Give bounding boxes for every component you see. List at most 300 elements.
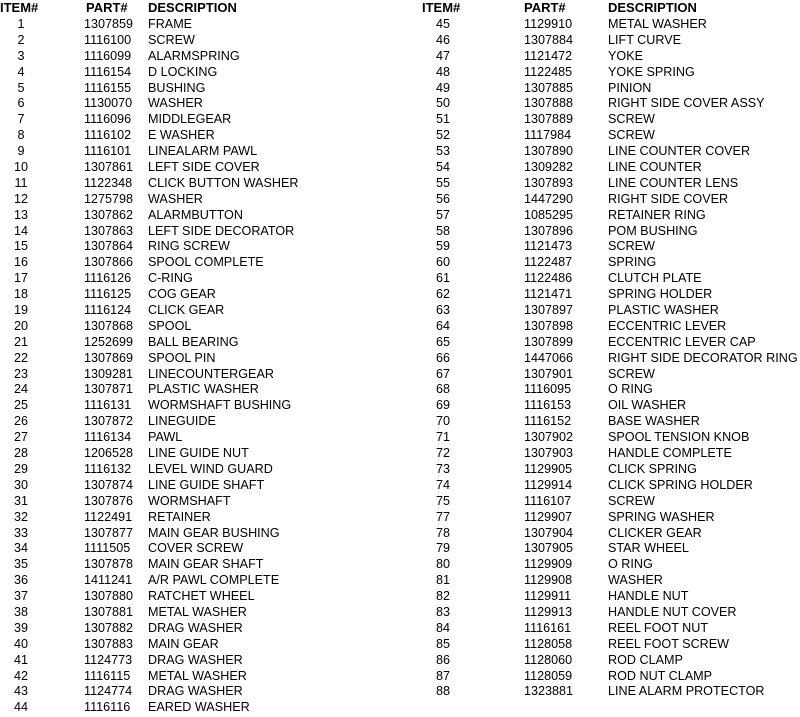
- table-row: [418, 621, 800, 637]
- part-number: 1252699: [84, 334, 134, 349]
- table-row: [418, 33, 800, 49]
- item-number: 54: [435, 160, 450, 175]
- part-number: 1124774: [84, 684, 133, 699]
- table-row: [418, 17, 800, 33]
- table-row: [418, 605, 800, 621]
- part-number: 1116107: [524, 493, 572, 508]
- table-row: [418, 684, 800, 700]
- item-number: 15: [13, 239, 28, 254]
- item-number: 11: [14, 175, 28, 190]
- part-description: PAWL: [148, 430, 183, 445]
- item-number: 86: [435, 652, 450, 667]
- item-number: 64: [435, 318, 450, 333]
- part-description: LINE GUIDE NUT: [148, 446, 249, 461]
- part-description: SCREW: [608, 128, 655, 143]
- item-number: 12: [13, 191, 28, 206]
- item-number: 8: [17, 128, 25, 143]
- part-description: LIFT CURVE: [608, 32, 682, 47]
- table-row: [0, 510, 400, 526]
- table-row: [0, 430, 400, 446]
- part-description: CLICK SPRING HOLDER: [608, 477, 753, 492]
- part-number: 1116115: [84, 668, 131, 683]
- part-description: BUSHING: [148, 80, 206, 95]
- table-row: [0, 208, 400, 224]
- table-row: [0, 81, 400, 97]
- item-number: 62: [435, 287, 450, 302]
- item-number: 44: [13, 700, 28, 715]
- part-number: 1117984: [524, 128, 572, 143]
- table-row: [0, 271, 400, 287]
- part-description: COVER SCREW: [148, 541, 244, 556]
- item-number: 77: [435, 509, 450, 524]
- part-number: 1128058: [524, 636, 573, 651]
- table-row: [418, 208, 800, 224]
- item-number: 14: [13, 223, 28, 238]
- part-description: D LOCKING: [148, 64, 218, 79]
- part-number: 1307869: [84, 350, 134, 365]
- part-number: 1307898: [524, 318, 574, 333]
- part-description: REEL FOOT SCREW: [608, 636, 730, 651]
- header-item: ITEM#: [0, 0, 39, 15]
- item-number: 49: [435, 80, 450, 95]
- table-row: [0, 589, 400, 605]
- part-number: 1307874: [84, 477, 134, 492]
- part-number: 1275798: [84, 191, 134, 206]
- part-description: SPRING HOLDER: [608, 287, 713, 302]
- item-number: 80: [435, 557, 450, 572]
- table-row: [0, 605, 400, 621]
- part-description: MAIN GEAR BUSHING: [148, 525, 280, 540]
- part-description: WASHER: [608, 573, 663, 588]
- item-number: 71: [435, 430, 450, 445]
- part-description: LINE COUNTER: [608, 160, 702, 175]
- part-description: DRAG WASHER: [148, 620, 243, 635]
- part-description: LINE COUNTER COVER: [608, 144, 751, 159]
- item-number: 82: [435, 589, 450, 604]
- part-number: 1307864: [84, 239, 134, 254]
- item-number: 67: [435, 366, 450, 381]
- item-number: 32: [13, 509, 28, 524]
- part-description: DRAG WASHER: [148, 652, 243, 667]
- part-description: WASHER: [148, 96, 203, 111]
- part-description: LINECOUNTERGEAR: [148, 366, 274, 381]
- item-number: 13: [13, 207, 28, 222]
- part-number: 1307905: [524, 541, 574, 556]
- item-number: 42: [13, 668, 28, 683]
- item-number: 69: [435, 398, 450, 413]
- part-description: POM BUSHING: [608, 223, 698, 238]
- part-description: PINION: [608, 80, 652, 95]
- item-number: 57: [435, 207, 450, 222]
- item-number: 25: [13, 398, 28, 413]
- item-number: 33: [13, 525, 28, 540]
- item-number: 31: [13, 493, 28, 508]
- part-number: 1111505: [84, 541, 131, 556]
- table-row: [0, 367, 400, 383]
- part-number: 1116124: [84, 303, 132, 318]
- part-description: METAL WASHER: [608, 17, 707, 31]
- item-number: 60: [435, 255, 450, 270]
- part-description: REEL FOOT NUT: [608, 620, 709, 635]
- part-description: SPRING WASHER: [608, 509, 715, 524]
- table-row: [0, 541, 400, 557]
- item-number: 4: [17, 64, 25, 79]
- item-number: 63: [435, 303, 450, 318]
- part-number: 1129907: [524, 509, 573, 524]
- item-number: 68: [435, 382, 450, 397]
- part-number: 1447066: [524, 350, 574, 365]
- part-description: YOKE: [608, 48, 643, 63]
- part-number: 1307876: [84, 493, 134, 508]
- part-description: PLASTIC WASHER: [148, 382, 259, 397]
- table-row: [0, 653, 400, 669]
- item-number: 83: [435, 604, 450, 619]
- part-number: 1307877: [84, 525, 134, 540]
- part-description: CLICK BUTTON WASHER: [148, 175, 299, 190]
- part-number: 1307880: [84, 589, 134, 604]
- part-number: 1116154: [84, 64, 132, 79]
- item-number: 88: [435, 684, 450, 699]
- part-number: 1122348: [84, 175, 133, 190]
- table-row: [0, 382, 400, 398]
- item-number: 2: [17, 32, 25, 47]
- part-number: 1129908: [524, 573, 573, 588]
- table-row: [0, 239, 400, 255]
- part-number: 1130070: [84, 96, 133, 111]
- table-row: [418, 367, 800, 383]
- part-description: LEFT SIDE DECORATOR: [148, 223, 295, 238]
- item-number: 52: [435, 128, 450, 143]
- table-row: [0, 17, 400, 33]
- item-number: 9: [17, 144, 25, 159]
- table-row: [418, 478, 800, 494]
- part-number: 1116134: [84, 430, 132, 445]
- part-description: EARED WASHER: [148, 700, 250, 715]
- part-number: 1122485: [524, 64, 573, 79]
- part-number: 1307884: [524, 32, 574, 47]
- part-number: 1121472: [524, 48, 573, 63]
- table-row: [418, 382, 800, 398]
- part-description: LINE ALARM PROTECTOR: [608, 684, 765, 699]
- part-description: ALARMSPRING: [148, 48, 240, 63]
- part-number: 1116125: [84, 287, 132, 302]
- item-number: 5: [17, 80, 25, 95]
- item-number: 37: [13, 589, 28, 604]
- item-number: 46: [435, 32, 450, 47]
- table-row: [0, 287, 400, 303]
- part-number: 1085295: [524, 207, 574, 222]
- item-number: 7: [17, 112, 25, 127]
- item-number: 16: [13, 255, 28, 270]
- table-row: [0, 414, 400, 430]
- part-number: 1307890: [524, 144, 574, 159]
- item-number: 24: [13, 382, 28, 397]
- part-number: 1307872: [84, 414, 134, 429]
- part-description: LINEGUIDE: [148, 414, 216, 429]
- table-row: [0, 319, 400, 335]
- table-row: [0, 112, 400, 128]
- table-row: [0, 128, 400, 144]
- part-description: FRAME: [148, 17, 193, 31]
- part-description: ROD NUT CLAMP: [608, 668, 713, 683]
- part-description: HANDLE NUT COVER: [608, 604, 737, 619]
- part-description: RETAINER: [148, 509, 211, 524]
- header-part: PART#: [86, 0, 128, 15]
- part-number: 1309281: [84, 366, 134, 381]
- part-number: 1307861: [84, 160, 134, 175]
- table-row: [418, 335, 800, 351]
- part-description: METAL WASHER: [148, 604, 247, 619]
- part-description: RETAINER RING: [608, 207, 706, 222]
- part-number: 1116116: [84, 700, 131, 715]
- part-description: CLUTCH PLATE: [608, 271, 702, 286]
- table-row: [0, 478, 400, 494]
- item-number: 28: [13, 446, 28, 461]
- part-description: YOKE SPRING: [608, 64, 695, 79]
- parts-list-right: [418, 17, 800, 700]
- table-row: [418, 287, 800, 303]
- item-number: 65: [435, 334, 450, 349]
- table-row: [418, 144, 800, 160]
- table-row: [418, 160, 800, 176]
- item-number: 39: [13, 620, 28, 635]
- item-number: 29: [13, 461, 28, 476]
- item-number: 51: [435, 112, 450, 127]
- table-row: [0, 557, 400, 573]
- part-number: 1122491: [84, 509, 133, 524]
- table-row: [418, 430, 800, 446]
- table-row: [0, 144, 400, 160]
- item-number: 61: [435, 271, 450, 286]
- table-row: [0, 303, 400, 319]
- table-row: [418, 653, 800, 669]
- part-description: SPRING: [608, 255, 657, 270]
- item-number: 87: [435, 668, 450, 683]
- table-row: [0, 398, 400, 414]
- table-row: [0, 255, 400, 271]
- part-number: 1307883: [84, 636, 134, 651]
- part-description: OIL WASHER: [608, 398, 687, 413]
- table-row: [418, 81, 800, 97]
- table-row: [418, 446, 800, 462]
- part-number: 1116155: [84, 80, 132, 95]
- item-number: 47: [435, 48, 450, 63]
- item-number: 66: [435, 350, 450, 365]
- table-row: [418, 510, 800, 526]
- part-number: 1116095: [524, 382, 572, 397]
- table-row: [0, 96, 400, 112]
- table-row: [0, 494, 400, 510]
- part-number: 1116101: [84, 144, 132, 159]
- part-number: 1116161: [524, 620, 572, 635]
- part-description: C-RING: [148, 271, 193, 286]
- table-row: [0, 684, 400, 700]
- part-number: 1129911: [524, 589, 572, 604]
- item-number: 26: [13, 414, 28, 429]
- part-number: 1307893: [524, 175, 574, 190]
- parts-list-left: [0, 17, 400, 716]
- part-description: RIGHT SIDE COVER ASSY: [608, 96, 765, 111]
- part-description: BASE WASHER: [608, 414, 700, 429]
- item-number: 34: [13, 541, 28, 556]
- table-row: [0, 192, 400, 208]
- header-description: DESCRIPTION: [148, 0, 237, 15]
- part-number: 1307899: [524, 334, 574, 349]
- item-number: 79: [435, 541, 450, 556]
- part-description: SCREW: [608, 112, 655, 127]
- table-row: [418, 669, 800, 685]
- part-description: MAIN GEAR SHAFT: [148, 557, 264, 572]
- item-number: 84: [435, 620, 450, 635]
- item-number: 43: [13, 684, 28, 699]
- item-number: 81: [435, 573, 450, 588]
- part-description: HANDLE COMPLETE: [608, 446, 732, 461]
- part-description: RING SCREW: [148, 239, 230, 254]
- part-number: 1307889: [524, 112, 574, 127]
- part-number: 1307904: [524, 525, 574, 540]
- part-description: SPOOL COMPLETE: [148, 255, 264, 270]
- table-row: [0, 573, 400, 589]
- item-number: 75: [435, 493, 450, 508]
- part-number: 1121471: [524, 287, 573, 302]
- header-item: ITEM#: [422, 0, 461, 15]
- part-description: SCREW: [608, 493, 655, 508]
- part-number: 1307888: [524, 96, 574, 111]
- table-row: [418, 271, 800, 287]
- table-row: [418, 557, 800, 573]
- part-description: ECCENTRIC LEVER CAP: [608, 334, 756, 349]
- table-row: [418, 255, 800, 271]
- part-description: SPOOL: [148, 318, 192, 333]
- table-row: [418, 239, 800, 255]
- part-number: 1447290: [524, 191, 574, 206]
- part-number: 1129913: [524, 604, 573, 619]
- item-number: 22: [13, 350, 28, 365]
- part-number: 1307863: [84, 223, 134, 238]
- table-row: [418, 541, 800, 557]
- header-description: DESCRIPTION: [608, 0, 697, 15]
- part-description: ROD CLAMP: [608, 652, 683, 667]
- table-row: [418, 494, 800, 510]
- part-number: 1307885: [524, 80, 574, 95]
- item-number: 38: [13, 604, 28, 619]
- part-number: 1307881: [84, 604, 134, 619]
- part-number: 1307878: [84, 557, 134, 572]
- table-row: [418, 398, 800, 414]
- table-row: [0, 526, 400, 542]
- table-row: [0, 637, 400, 653]
- part-number: 1129905: [524, 461, 573, 476]
- part-description: ECCENTRIC LEVER: [608, 318, 727, 333]
- part-number: 1128060: [524, 652, 573, 667]
- item-number: 3: [17, 48, 25, 63]
- item-number: 23: [13, 366, 28, 381]
- part-description: SPOOL PIN: [148, 350, 216, 365]
- item-number: 27: [13, 430, 28, 445]
- table-row: [418, 573, 800, 589]
- part-description: LINE COUNTER LENS: [608, 175, 739, 190]
- part-number: 1307901: [524, 366, 574, 381]
- part-description: O RING: [608, 557, 653, 572]
- table-row: [0, 335, 400, 351]
- part-number: 1116152: [524, 414, 572, 429]
- part-number: 1121473: [524, 239, 573, 254]
- part-description: SCREW: [608, 239, 655, 254]
- part-number: 1122487: [524, 255, 573, 270]
- part-number: 1307868: [84, 318, 134, 333]
- table-row: [0, 160, 400, 176]
- part-number: 1307871: [84, 382, 134, 397]
- part-description: SCREW: [148, 32, 195, 47]
- item-number: 36: [13, 573, 28, 588]
- part-number: 1124773: [84, 652, 133, 667]
- part-description: WORMSHAFT BUSHING: [148, 398, 292, 413]
- table-row: [418, 319, 800, 335]
- item-number: 73: [435, 461, 450, 476]
- part-number: 1116096: [84, 112, 132, 127]
- item-number: 53: [435, 144, 450, 159]
- part-number: 1129909: [524, 557, 573, 572]
- part-number: 1307896: [524, 223, 574, 238]
- table-row: [0, 669, 400, 685]
- table-row: [418, 224, 800, 240]
- part-description: CLICK GEAR: [148, 303, 225, 318]
- item-number: 85: [435, 636, 450, 651]
- part-description: LINE GUIDE SHAFT: [148, 477, 265, 492]
- part-description: WORMSHAFT: [148, 493, 231, 508]
- item-number: 20: [13, 318, 28, 333]
- table-row: [0, 49, 400, 65]
- part-number: 1129910: [524, 17, 573, 31]
- table-row: [418, 49, 800, 65]
- table-row: [418, 589, 800, 605]
- table-row: [0, 462, 400, 478]
- part-description: E WASHER: [148, 128, 215, 143]
- part-number: 1122486: [524, 271, 573, 286]
- part-number: 1206528: [84, 446, 134, 461]
- table-row: [0, 33, 400, 49]
- table-row: [418, 192, 800, 208]
- item-number: 21: [13, 334, 28, 349]
- item-number: 58: [435, 223, 450, 238]
- part-description: RIGHT SIDE DECORATOR RING: [608, 350, 798, 365]
- item-number: 40: [13, 636, 28, 651]
- item-number: 35: [13, 557, 28, 572]
- item-number: 78: [435, 525, 450, 540]
- part-number: 1116126: [84, 271, 132, 286]
- item-number: 1: [17, 17, 25, 31]
- item-number: 72: [435, 446, 450, 461]
- part-number: 1307903: [524, 446, 574, 461]
- part-description: CLICK SPRING: [608, 461, 697, 476]
- table-row: [0, 700, 400, 716]
- part-description: SCREW: [608, 366, 655, 381]
- table-row: [418, 351, 800, 367]
- part-description: CLICKER GEAR: [608, 525, 702, 540]
- table-row: [418, 637, 800, 653]
- part-number: 1307882: [84, 620, 134, 635]
- table-row: [418, 414, 800, 430]
- part-number: 1128059: [524, 668, 573, 683]
- part-description: MIDDLEGEAR: [148, 112, 232, 127]
- header-part: PART#: [524, 0, 566, 15]
- part-description: ALARMBUTTON: [148, 207, 243, 222]
- table-row: [418, 176, 800, 192]
- table-row: [418, 526, 800, 542]
- item-number: 17: [13, 271, 28, 286]
- table-row: [418, 65, 800, 81]
- part-description: WASHER: [148, 191, 203, 206]
